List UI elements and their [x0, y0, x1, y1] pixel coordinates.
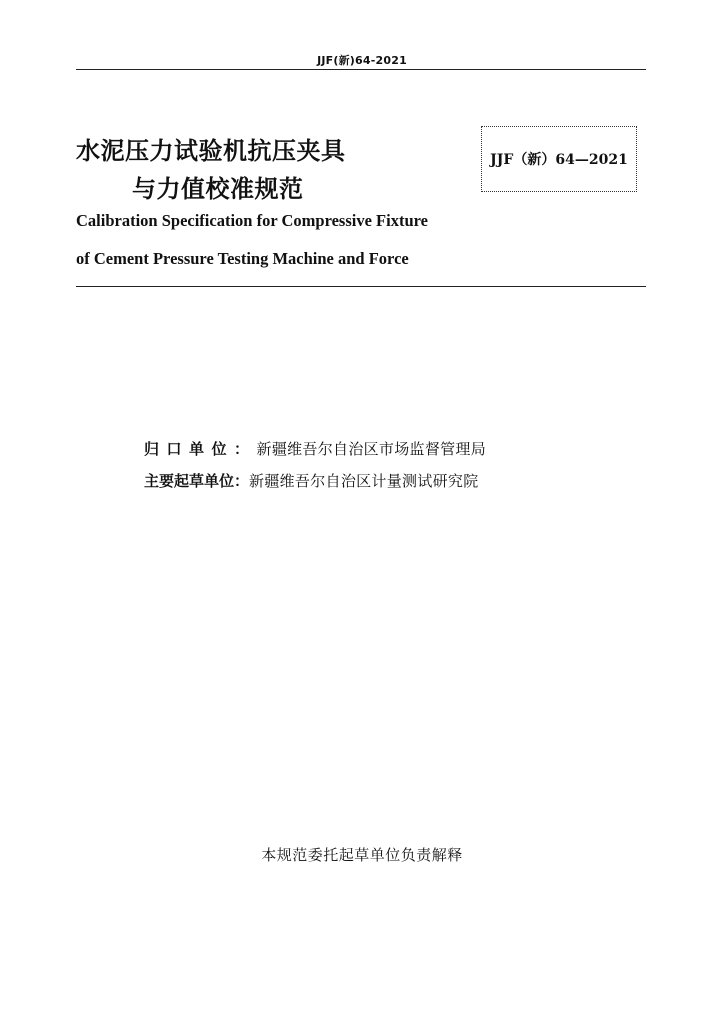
standard-code: JJF（新）64—2021 [490, 152, 628, 168]
drafting-unit-label: 主要起草单位： [144, 472, 250, 490]
responsible-unit-row [144, 438, 486, 459]
chinese-title-line-2: 与力值校准规范 [132, 175, 304, 203]
english-title-line-2: of Cement Pressure Testing Machine and Force [76, 249, 409, 268]
interpretation-note: 本规范委托起草单位负责解释 [261, 846, 463, 864]
standard-code-box [481, 126, 637, 192]
drafting-unit-row [144, 470, 479, 491]
drafting-unit-value: 新疆维吾尔自治区计量测试研究院 [249, 472, 479, 490]
english-title-line-1: Calibration Specification for Compressive Fixture [76, 211, 428, 230]
title-divider [76, 286, 646, 287]
responsible-unit-value: 新疆维吾尔自治区市场监督管理局 [256, 440, 487, 458]
chinese-title-line-1: 水泥压力试验机抗压夹具 [76, 137, 346, 165]
header-divider [76, 69, 646, 70]
responsible-unit-label: 归口单位： [144, 440, 257, 458]
running-header-code: JJF(新)64-2021 [317, 54, 407, 67]
